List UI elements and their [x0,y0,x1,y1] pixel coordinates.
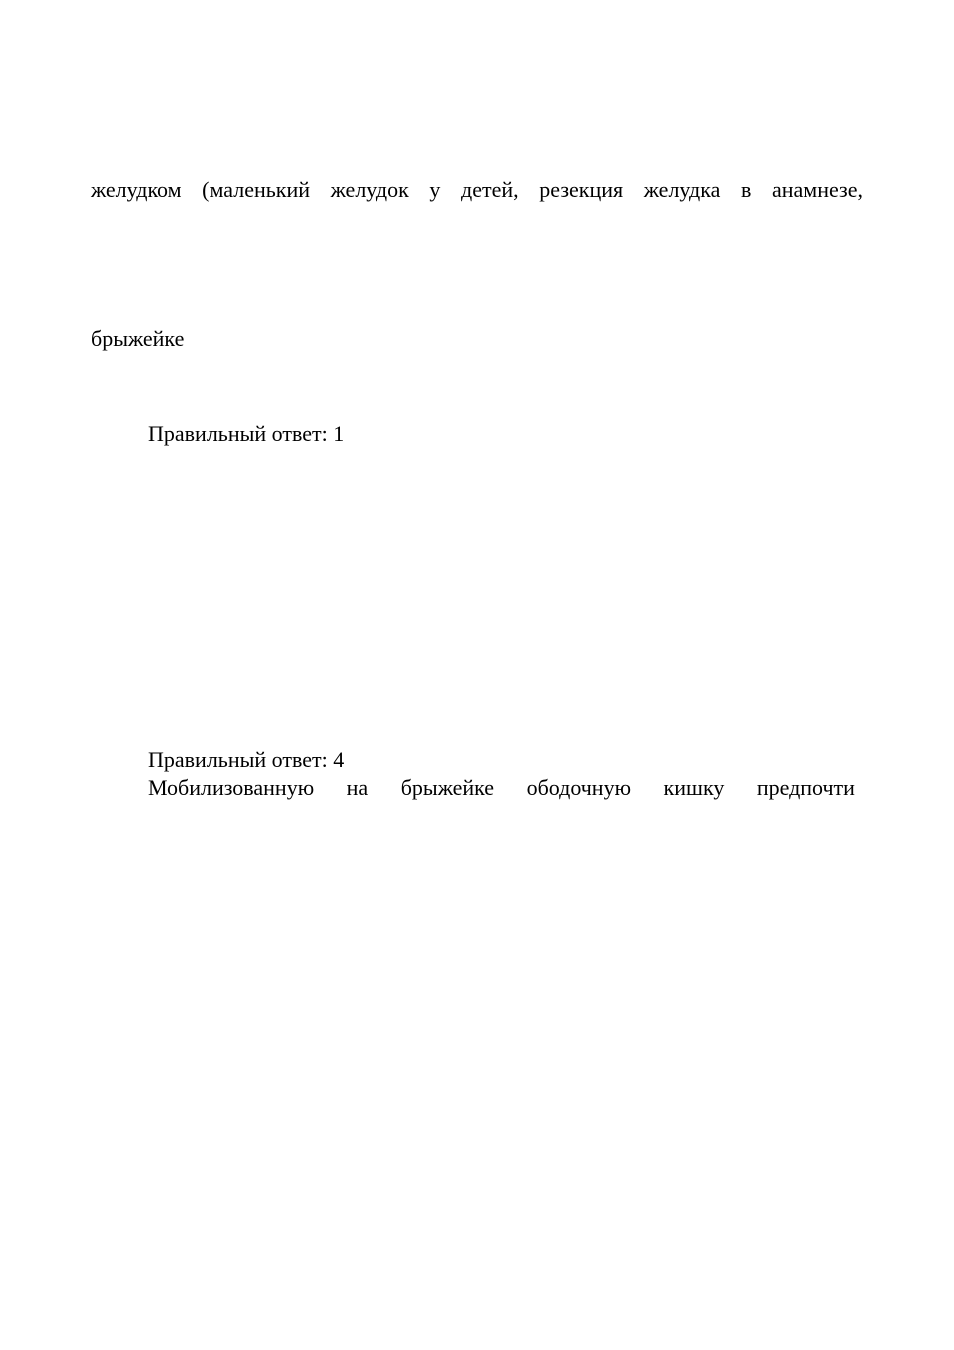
word: на [346,775,369,800]
text-line-colon [148,774,855,802]
word: предпочти [756,775,855,800]
word: Мобилизованную [148,775,315,800]
word: кишку [663,775,725,800]
word: резекция [539,177,624,202]
text-line-mesentery: брыжейке [91,326,185,351]
word: у [429,177,441,202]
word: желудком [91,177,182,202]
word: детей, [461,177,519,202]
correct-answer-1: Правильный ответ: 1 [148,421,345,446]
word: в [740,177,752,202]
word: (маленький [202,177,311,202]
word: ободочную [526,775,632,800]
word: желудка [643,177,721,202]
correct-answer-2: Правильный ответ: 4 [148,747,345,772]
text-line-stomach [91,176,863,204]
word: желудок [330,177,409,202]
word: брыжейке [400,775,495,800]
word: анамнезе, [772,177,863,202]
